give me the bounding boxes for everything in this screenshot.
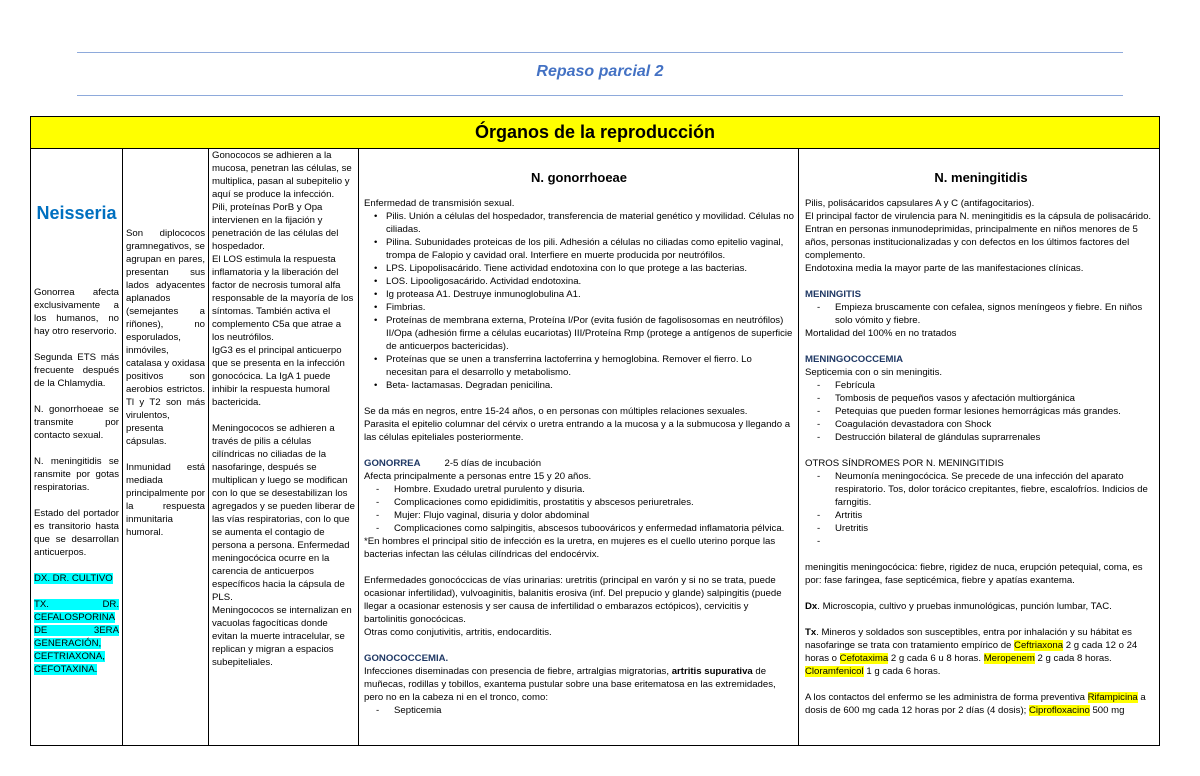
text-block: Son diplococos gramnegativos, se agrupan en pares, presentan sus lados adyacentes aplanados (semejantes a riñones), no esporulados, inmóviles, catalasa y oxidasa positivos son aerobios estrictos. Tl y T2 son más virulentos, presenta cápsulas. (126, 228, 205, 447)
text-block: Enfermedades gonocóccicas de vías urinarias: uretritis (principal en varón y si no se trata, puede ocasionar infertilidad), vulvoaginitis, balanitis erosiva (inf. Del prepucio y glande) salpingitis (puede llegar a ocasionar estenosis y ser causa de infertilidad o embarazos ectópicos), cervicitis y bartolinitis gonocócicas. (364, 575, 782, 625)
text-block: N. gonorrhoeae se transmite por contacto sexual. (34, 404, 119, 441)
prophylaxis-text: A los contactos del enfermo se les administra de forma preventiva Rifampicina a dosis de 600 mg cada 12 horas por 2 días (4 dosis); Ciprofloxacino 500 mg (805, 692, 1146, 716)
text-block: Segunda ETS más frecuente después de la Chlamydia. (34, 352, 119, 389)
header-rule-top (77, 52, 1123, 53)
text-block: Meningococos se internalizan en vacuolas fagocíticas donde evitan la muerte intracelular, se replican y migran a espacios subepiteliales. (212, 605, 352, 668)
gonococcemia-heading: GONOCOCCEMIA. (364, 653, 449, 664)
text-block: Inmunidad está mediada principalmente por la respuesta inmunitaria humoral. (126, 462, 205, 538)
list-item: • Proteínas que se unen a transferrina lactoferrina y hemoglobina. Remover el fierro. Lo necesitan para el desarrollo y metabolismo. (386, 353, 794, 379)
gonorrea-list (364, 483, 794, 535)
text-block: Afecta principalmente a personas entre 15 y 20 años. (364, 471, 592, 482)
table-banner: Órganos de la reproducción (31, 117, 1159, 149)
list-item: • Fimbrias. (386, 301, 794, 314)
gonococcemia-list (364, 704, 794, 717)
text-block: meningitis meningocócica: fiebre, rigidez de nuca, erupción petequial, coma, es por: fase faringea, fase septicémica, fiebre y apatías exantema. (805, 562, 1143, 586)
text-block: Endotoxina media la mayor parte de las manifestaciones clínicas. (805, 263, 1084, 274)
list-item: • LPS. Lipopolisacárido. Tiene actividad endotoxina con lo que protege a las bacterias. (386, 262, 794, 275)
text-block: Septicemia con o sin meningitis. (805, 367, 943, 378)
text-block: Parasita el epitelio columnar del cérvix o uretra entrando a la mucosa y a la submucosa y llegando a las células epiteliales posteriormente. (364, 419, 791, 443)
treatment-text: Tx. Mineros y soldados son susceptibles, entra por inhalación y su hábitat es nasofaringe se trata con tratamiento empírico de Ceftriaxona 2 g cada 12 o 24 horas o Cefotaxima 2 g cada 6 u 8 horas. Meropenem 2 g cada 8 horas. Cloramfenicol 1 g cada 6 horas. (805, 627, 1138, 677)
text-block: IgG3 es el principal anticuerpo que se presenta en la infección gonocócica. La IgA 1 puede inhibir la respuesta humoral bactericida. (212, 345, 345, 408)
text-block: Enfermedad de transmisión sexual. (364, 198, 515, 209)
text-block: Pili, proteínas PorB y Opa intervienen en la fijación y penetración de las células del hospedador. (212, 202, 339, 252)
summary-table (30, 116, 1160, 746)
page-title: Repaso parcial 2 (536, 63, 664, 80)
text-block: N. meningitidis se ransmite por gotas respiratorias. (34, 456, 119, 493)
list-item: - Complicaciones como salpingitis, abscesos tuboováricos y enfermedad inflamatoria pélvica. (394, 522, 794, 535)
list-item: - Coagulación devastadora con Shock (835, 418, 1157, 431)
diagnosis-note: DX. DR. CULTIVO (34, 573, 113, 584)
column-gonorrhoeae (359, 149, 799, 745)
other-syndromes-heading: OTROS SÍNDROMES POR N. MENINGITIDIS (805, 458, 1004, 469)
column-overview (31, 149, 123, 745)
text-block: El principal factor de virulencia para N. meningitidis es la cápsula de polisacárido. (805, 211, 1152, 222)
list-item: - Febrícula (835, 379, 1157, 392)
text-block: Infecciones diseminadas con presencia de fiebre, artralgias migratorias, artritis supurativa de muñecas, rodillas y tobillos, exantema pustular sobre una base eritematosa en las extremidades, pero no en la cabeza ni en el tronco, como: (364, 666, 776, 703)
list-item: • LOS. Lipooligosacárido. Actividad endotoxina. (386, 275, 794, 288)
meningococcemia-heading: MENINGOCOCCEMIA (805, 354, 904, 365)
text-block: Otras como conjutivitis, artritis, endocarditis. (364, 627, 552, 638)
list-item: - Neumonía meningocócica. Se precede de una infección del aparato respiratorio. Tos, dolor torácico crepitantes, fiebre, escalofríos. Indicios de farngitis. (835, 470, 1157, 509)
text-block: El LOS estimula la respuesta inflamatoria y la liberación del factor de necrosis tumoral alfa responsable de la mayoría de los síntomas. También activa el complemento C5a que atrae a los neutrófilos. (212, 254, 354, 343)
column-meningitidis (799, 149, 1160, 745)
list-item: - Mujer: Flujo vaginal, disuria y dolor abdominal (394, 509, 794, 522)
list-item (835, 535, 1157, 548)
diagnosis-text: Dx. Microscopia, cultivo y pruebas inmunológicas, punción lumbar, TAC. (805, 601, 1112, 612)
list-item: - Complicaciones como epididimitis, prostatitis y abscesos periuretrales. (394, 496, 794, 509)
gonorrea-heading: GONORREA 2-5 días de incubación (364, 458, 542, 469)
text-block: Entran en personas inmunodeprimidas, principalmente en niños menores de 5 años, personas institucionalizadas y con defectos en los últimos factores del complemento. (805, 224, 1138, 261)
list-item: - Hombre. Exudado uretral purulento y disuria. (394, 483, 794, 496)
text-block: Estado del portador es transitorio hasta que se desarrollan anticuerpos. (34, 508, 119, 558)
text-block: Mortalidad del 100% en no tratados (805, 328, 957, 339)
list-item: - Artritis (835, 509, 1157, 522)
list-item: • Proteínas de membrana externa, Proteína I/Por (evita fusión de fagolisosomas en neutrófilos) II/Opa (adhesión firme a células eucariotas) III/Proteína Rmp (protege a antígenos de superficie de anticuerpos bactericidas). (386, 314, 794, 353)
list-item: - Septicemia (394, 704, 794, 717)
meningitis-list (805, 301, 1157, 327)
text-block: Se da más en negros, entre 15-24 años, o en personas con múltiples relaciones sexuales. (364, 406, 748, 417)
list-item: - Destrucción bilateral de glándulas suprarrenales (835, 431, 1157, 444)
column-morphology (123, 149, 209, 745)
list-item: - Empieza bruscamente con cefalea, signos meníngeos y fiebre. En niños solo vómito y fiebre. (835, 301, 1157, 327)
other-syndromes-list (805, 470, 1157, 548)
list-item: - Tombosis de pequeños vasos y afectación multiorgánica (835, 392, 1157, 405)
text-block: Meningococos se adhieren a través de pilis a células cilíndricas no ciliadas de la nasofaringe, después se multiplican y luego se modifican con lo que se desestabilizan los agregados y se pueden liberar de las vías respiratorias, con lo que se aumenta el contagio de persona a persona. Enfermedad meningocócica ocurre en la carencia de anticuerpos específicos hacia la cápsula de PLS. (212, 423, 355, 603)
text-block: Gonorrea afecta exclusivamente a los humanos, no hay otro reservorio. (34, 287, 119, 337)
list-item: • Pilis. Unión a células del hospedador, transferencia de material genético y movilidad. Células no ciliadas. (386, 210, 794, 236)
text-block: Gonococos se adhieren a la mucosa, penetran las células, se multiplica, pasan al subepitelio y aquí se produce la infección. (212, 150, 352, 200)
header-rule-bottom (77, 95, 1123, 96)
virulence-list (364, 210, 794, 392)
meningitidis-title: N. meningitidis (934, 170, 1028, 185)
text-block: *En hombres el principal sitio de infección es la uretra, en mujeres es el cuello uterino porque las bacterias infectan las células cilíndricas del endocérvix. (364, 536, 776, 560)
list-item: - Petequias que pueden formar lesiones hemorrágicas más grandes. (835, 405, 1157, 418)
text-block: Pilis, polisácaridos capsulares A y C (antifagocitarios). (805, 198, 1035, 209)
meningitis-heading: MENINGITIS (805, 289, 861, 300)
neisseria-title: Neisseria (36, 203, 117, 223)
treatment-note: TX. DR. CEFALOSPORINA DE 3ERA GENERACIÓN, CEFTRIAXONA, CEFOTAXINA. (34, 599, 119, 675)
list-item: - Uretritis (835, 522, 1157, 535)
list-item: • Beta- lactamasas. Degradan penicilina. (386, 379, 794, 392)
gonorrhoeae-title: N. gonorrhoeae (530, 170, 628, 185)
list-item: • Ig proteasa A1. Destruye inmunoglobulina A1. (386, 288, 794, 301)
list-item: • Pilina. Subunidades proteicas de los pili. Adhesión a células no ciliadas como epitelio vaginal, trompa de Falopio y cavidad oral. Interfiere en muerte producida por neutrófilos. (386, 236, 794, 262)
meningococcemia-list (805, 379, 1157, 444)
column-pathogenesis (209, 149, 359, 745)
